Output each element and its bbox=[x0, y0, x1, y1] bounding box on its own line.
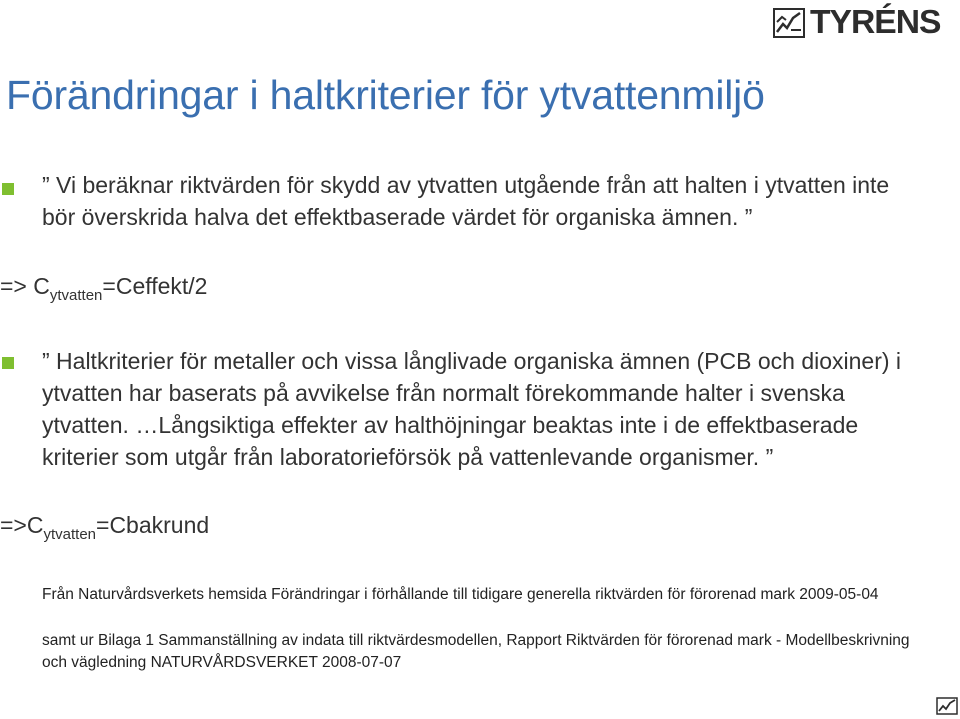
tyrens-mark-icon bbox=[936, 697, 958, 715]
bullet-marker-2 bbox=[2, 357, 14, 369]
formula-2-subscript: ytvatten bbox=[43, 526, 97, 543]
formula-2 bbox=[0, 512, 209, 543]
formula-1-suffix: =Ceffekt/2 bbox=[102, 273, 208, 299]
bullet-text-1: ” Vi beräknar riktvärden för skydd av ytvatten utgående från att halten i ytvatten inte bör överskrida halva det effektbaserade värdet för organiska ämnen. ” bbox=[42, 172, 890, 230]
slide-title: Förändringar i haltkriterier för ytvattenmiljö bbox=[6, 72, 765, 118]
source-note-1: Från Naturvårdsverkets hemsida Förändringar i förhållande till tidigare generella riktvärden för förorenad mark 2009-05-04 bbox=[42, 586, 879, 603]
logo-wordmark: TYRÉNS bbox=[810, 3, 941, 40]
formula-1-subscript: ytvatten bbox=[49, 287, 103, 304]
formula-1-prefix: => C bbox=[0, 273, 50, 299]
tyrens-logo bbox=[773, 3, 953, 40]
bullet-marker-1 bbox=[2, 183, 14, 195]
formula-2-suffix: =Cbakrund bbox=[96, 512, 210, 538]
formula-2-prefix: =>C bbox=[0, 512, 44, 538]
tyrens-logo-mark-icon bbox=[773, 8, 805, 38]
formula-1 bbox=[0, 273, 207, 304]
bullet-text-2: ” Haltkriterier för metaller och vissa långlivade organiska ämnen (PCB och dioxiner) i ytvatten har baserats på avvikelse från normalt förekommande halter i svenska ytvatten. …Långsiktiga effekter av halthöjningar beaktas inte i de effektbaserade kriterier som utgår från laboratorieförsök på vattenlevande organismer. ” bbox=[42, 348, 902, 470]
source-note-2: samt ur Bilaga 1 Sammanställning av indata till riktvärdesmodellen, Rapport Riktvärden för förorenad mark - Modellbeskrivning och vägledning NATURVÅRDSVERKET 2008-07-07 bbox=[42, 632, 910, 671]
